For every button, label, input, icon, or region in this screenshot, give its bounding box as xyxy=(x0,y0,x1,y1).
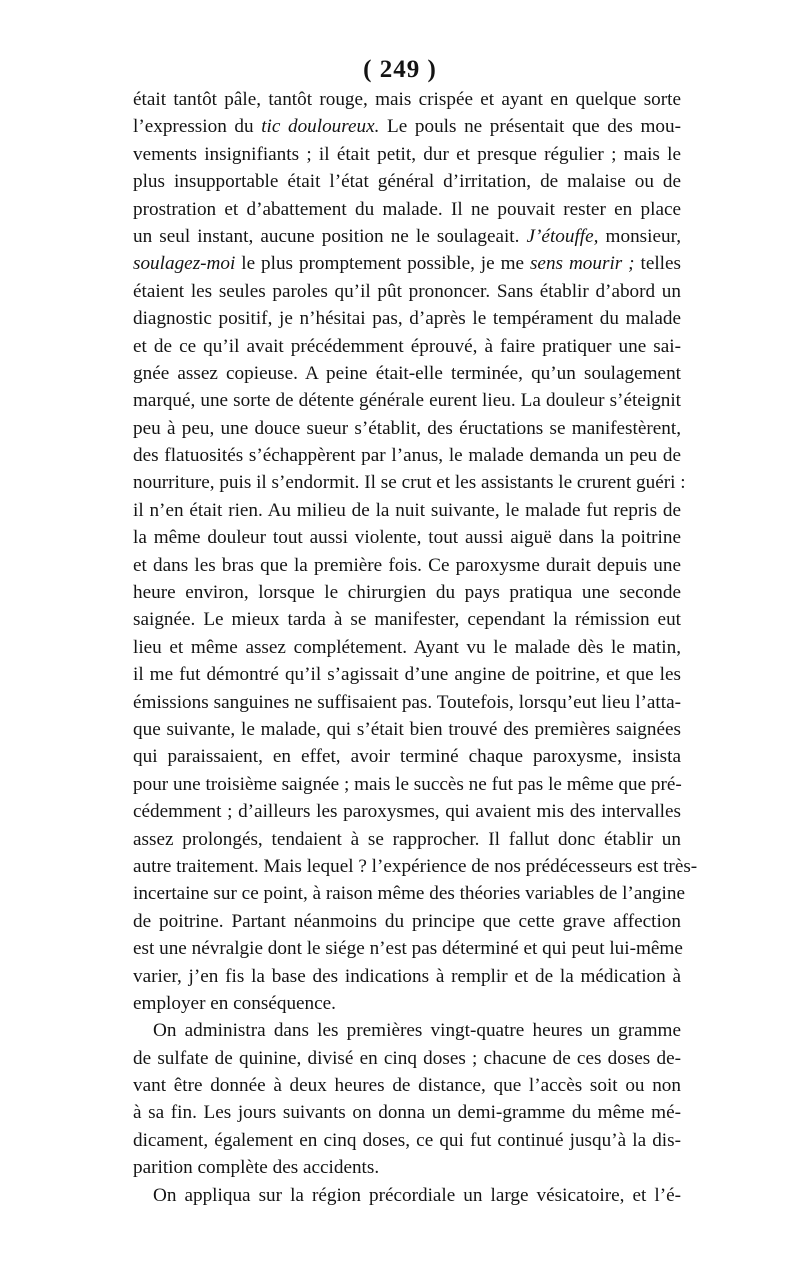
text-line xyxy=(133,497,681,524)
text-run: était tantôt pâle, tantôt rouge, mais crispée et ayant en quelque sorte xyxy=(133,89,681,110)
text-line xyxy=(133,278,681,305)
paragraph xyxy=(133,1182,681,1209)
text-run: à sa fin. Les jours suivants on donna un demi-gramme du même mé- xyxy=(133,1102,681,1124)
text-run: parition complète des accidents. xyxy=(133,1157,380,1179)
text-run: et de ce qu’il avait précédemment éprouvé, à faire pratiquer une sai- xyxy=(133,335,681,357)
text-run: lieu et même assez complétement. Ayant vu le malade dès le matin, xyxy=(133,636,681,658)
text-line xyxy=(133,415,681,442)
italic-text-run: sens mourir ; xyxy=(529,253,635,275)
text-line xyxy=(133,1127,681,1154)
text-line xyxy=(133,387,681,414)
text-line xyxy=(133,771,681,798)
text-run: il n’en était rien. Au milieu de la nuit suivante, le malade fut repris de xyxy=(133,499,681,521)
text-run: vements insignifiants ; il était petit, dur et presque régulier ; mais le xyxy=(133,143,681,165)
text-line xyxy=(133,524,681,551)
italic-text-run: tic douloureux. xyxy=(261,116,380,138)
text-line xyxy=(133,634,681,661)
text-line xyxy=(133,743,681,770)
italic-text-run: soulagez-moi xyxy=(133,253,236,275)
text-line xyxy=(133,990,681,1017)
text-run: On appliqua sur la région précordiale un large vésicatoire, et l’é- xyxy=(153,1184,681,1206)
text-run: est une névralgie dont le siége n’est pas déterminé et qui peut lui-même xyxy=(133,938,683,960)
text-run: de poitrine. Partant néanmoins du principe que cette grave affection xyxy=(133,910,681,932)
text-run: heure environ, lorsque le chirurgien du pays pratiqua une seconde xyxy=(133,582,681,604)
text-line xyxy=(133,469,686,496)
text-line xyxy=(133,579,681,606)
text-line xyxy=(133,196,681,223)
text-line xyxy=(133,333,681,360)
text-line xyxy=(133,305,681,332)
text-run: varier, j’en fis la base des indications à remplir et de la médication à xyxy=(133,965,681,987)
text-run: pour une troisième saignée ; mais le succès ne fut pas le même que pré- xyxy=(133,773,682,795)
text-run: nourriture, puis il s’endormit. Il se crut et les assistants le crurent guéri : xyxy=(133,472,686,494)
text-run: et dans les bras que la première fois. Ce paroxysme durait depuis une xyxy=(133,554,681,576)
text-line xyxy=(133,908,681,935)
text-run: marqué, une sorte de détente générale eurent lieu. La douleur s’éteignit xyxy=(133,390,681,412)
text-line xyxy=(133,552,681,579)
text-line xyxy=(133,935,681,962)
text-run: de sulfate de quinine, divisé en cinq doses ; chacune de ces doses de- xyxy=(133,1047,681,1069)
text-run: dicament, également en cinq doses, ce qui fut continué jusqu’à la dis- xyxy=(133,1129,681,1151)
text-run: l’expression du xyxy=(133,116,262,138)
text-run: Le pouls ne présentait que des mou- xyxy=(379,116,681,138)
text-run: peu à peu, une douce sueur s’établit, des éructations se manifestèrent, xyxy=(133,417,681,439)
text-line xyxy=(133,1182,681,1209)
text-run: autre traitement. Mais lequel ? l’expérience de nos prédécesseurs est très- xyxy=(133,855,698,877)
text-run: le plus promptement possible, je me xyxy=(235,253,530,275)
text-line xyxy=(133,661,681,688)
text-line xyxy=(133,853,698,880)
text-run: incertaine sur ce point, à raison même des théories variables de l’angine xyxy=(133,883,685,905)
text-line xyxy=(133,442,681,469)
text-run: monsieur, xyxy=(598,225,681,247)
text-line xyxy=(133,880,685,907)
text-run: assez prolongés, tendaient à se rapprocher. Il fallut donc établir un xyxy=(133,828,681,850)
text-run: qui paraissaient, en effet, avoir terminé chaque paroxysme, insista xyxy=(133,746,681,768)
paragraph xyxy=(133,86,698,1017)
text-run: employer en conséquence. xyxy=(133,992,336,1014)
text-line xyxy=(133,223,681,250)
text-run: plus insupportable était l’état général d’irritation, de malaise ou de xyxy=(133,171,681,193)
text-line xyxy=(133,250,681,277)
paragraph xyxy=(133,1017,681,1181)
text-line xyxy=(133,798,681,825)
text-line xyxy=(133,86,681,113)
text-line xyxy=(133,963,681,990)
text-run: des flatuosités s’échappèrent par l’anus, le malade demanda un peu de xyxy=(133,445,681,467)
body-text xyxy=(133,86,698,1209)
text-line xyxy=(133,360,681,387)
text-run: telles xyxy=(634,253,682,275)
text-run: un seul instant, aucune position ne le soulageait. xyxy=(133,225,527,247)
text-line xyxy=(133,606,681,633)
italic-text-run: J’étouffe, xyxy=(526,225,599,247)
text-run: diagnostic positif, je n’hésitai pas, d’après le tempérament du malade xyxy=(133,308,681,330)
text-run: il me fut démontré qu’il s’agissait d’une angine de poitrine, et que les xyxy=(133,664,681,686)
text-run: vant être donnée à deux heures de distance, que l’accès soit ou non xyxy=(133,1075,681,1097)
text-line xyxy=(133,826,681,853)
page-number: ( 249 ) xyxy=(363,56,437,83)
text-line xyxy=(133,1154,681,1181)
text-line xyxy=(133,168,681,195)
text-run: la même douleur tout aussi violente, tout aussi aiguë dans la poitrine xyxy=(133,527,681,549)
text-line xyxy=(133,1099,681,1126)
text-line xyxy=(133,141,681,168)
text-line xyxy=(133,1072,681,1099)
text-line xyxy=(133,113,681,140)
text-run: cédemment ; d’ailleurs les paroxysmes, qui avaient mis des intervalles xyxy=(133,801,681,823)
text-run: On administra dans les premières vingt-quatre heures un gramme xyxy=(153,1020,681,1042)
text-line xyxy=(133,1045,681,1072)
text-line xyxy=(133,716,681,743)
text-run: gnée assez copieuse. A peine était-elle terminée, qu’un soulagement xyxy=(133,362,681,384)
text-line xyxy=(133,1017,681,1044)
text-run: émissions sanguines ne suffisaient pas. Toutefois, lorsqu’eut lieu l’atta- xyxy=(133,691,681,713)
text-run: prostration et d’abattement du malade. Il ne pouvait rester en place xyxy=(133,198,681,220)
text-line xyxy=(133,689,681,716)
text-run: saignée. Le mieux tarda à se manifester, cependant la rémission eut xyxy=(133,609,681,631)
text-run: étaient les seules paroles qu’il pût prononcer. Sans établir d’abord un xyxy=(133,280,681,302)
text-run: que suivante, le malade, qui s’était bien trouvé des premières saignées xyxy=(133,718,681,740)
